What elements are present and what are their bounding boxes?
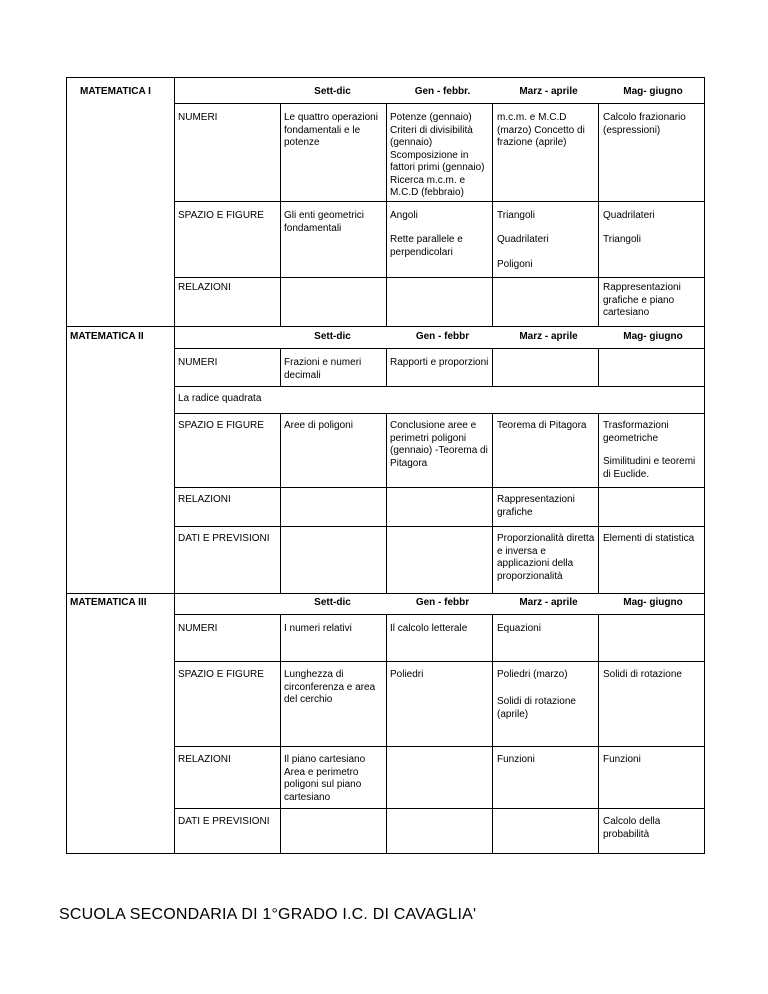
cell-spazio-gen-febbr: Poliedri <box>390 669 424 680</box>
cell-numeri-marz-aprile: m.c.m. e M.C.D (marzo) Concetto di frazione (aprile) <box>497 112 585 148</box>
col-divider-2 <box>386 413 387 593</box>
row-label-spazio-figure: SPAZIO E FIGURE <box>178 669 264 680</box>
cell-spazio-marz-aprile-1: Triangoli <box>497 210 535 221</box>
cell-spazio-mag-giugno-1: Quadrilateri <box>603 210 655 221</box>
cell-spazio-mag-giugno-1: Trasformazioni geometriche <box>603 420 669 444</box>
header-marz-aprile: Marz - aprile <box>519 597 578 608</box>
cell-spazio-mag-giugno: Solidi di rotazione <box>603 669 682 680</box>
cell-relazioni-mag-giugno: Rappresentazioni grafiche e piano cartesiano <box>603 282 681 318</box>
cell-numeri-sett-dic: Frazioni e numeri decimali <box>284 357 362 381</box>
cell-spazio-gen-febbr-1: Angoli <box>390 210 418 221</box>
col-divider-4 <box>598 103 599 326</box>
row-label-numeri: NUMERI <box>178 357 218 368</box>
col-divider-label <box>174 326 175 593</box>
row-divider <box>174 808 704 809</box>
col-divider-3 <box>492 348 493 386</box>
cell-relazioni-mag-giugno: Funzioni <box>603 754 641 765</box>
header-mag-giugno: Mag- giugno <box>623 86 683 97</box>
row-divider <box>174 526 704 527</box>
header-gen-febbr: Gen - febbr <box>415 331 470 342</box>
table-border-top <box>66 77 704 78</box>
row-divider <box>174 386 704 387</box>
col-divider-1 <box>280 413 281 593</box>
cell-spazio-gen-febbr: Conclusione aree e perimetri poligoni (gennaio) -Teorema di Pitagora <box>390 420 488 469</box>
cell-numeri-gen-febbr: Potenze (gennaio) Criteri di divisibilità (gennaio) Scomposizione in fattori primi (gennaio) Ricerca m.c.m. e M.C.D (febbraio) <box>390 112 485 198</box>
header-marz-aprile: Marz - aprile <box>519 331 578 342</box>
cell-dati-mag-giugno: Elementi di statistica <box>603 533 695 544</box>
col-divider-2 <box>386 348 387 386</box>
row-label-dati-previsioni: DATI E PREVISIONI <box>178 816 270 827</box>
cell-spazio-marz-aprile-2: Quadrilateri <box>497 234 549 245</box>
cell-spazio-sett-dic: Lunghezza di circonferenza e area del cerchio <box>284 669 376 705</box>
cell-spazio-marz-aprile-3: Poligoni <box>497 259 533 270</box>
row-divider <box>174 413 704 414</box>
row-divider <box>174 348 704 349</box>
table-border-left <box>66 77 67 853</box>
section-title-matematica-2: MATEMATICA II <box>70 331 144 342</box>
cell-relazioni-marz-aprile: Funzioni <box>497 754 535 765</box>
cell-numeri-extra: La radice quadrata <box>178 393 262 404</box>
cell-relazioni-sett-dic: Il piano cartesiano Area e perimetro poligoni sul piano cartesiano <box>284 754 366 803</box>
row-divider <box>174 614 704 615</box>
cell-numeri-gen-febbr: Il calcolo letterale <box>390 623 468 634</box>
row-label-relazioni: RELAZIONI <box>178 494 231 505</box>
col-divider-2 <box>386 103 387 326</box>
cell-spazio-gen-febbr-2: Rette parallele e perpendicolari <box>390 234 463 258</box>
col-divider-3 <box>492 413 493 593</box>
section-title-matematica-3: MATEMATICA III <box>70 597 147 608</box>
footer-school-name: SCUOLA SECONDARIA DI 1°GRADO I.C. DI CAVAGLIA' <box>59 906 477 923</box>
cell-spazio-mag-giugno-2: Similitudini e teoremi di Euclide. <box>603 456 696 480</box>
cell-numeri-gen-febbr: Rapporti e proporzioni <box>390 357 489 368</box>
cell-dati-mag-giugno: Calcolo della probabilità <box>603 816 661 840</box>
row-divider <box>174 103 704 104</box>
row-divider <box>174 661 704 662</box>
row-label-relazioni: RELAZIONI <box>178 282 231 293</box>
cell-spazio-marz-aprile-1: Poliedri (marzo) <box>497 669 568 680</box>
row-label-spazio-figure: SPAZIO E FIGURE <box>178 210 264 221</box>
cell-spazio-sett-dic: Gli enti geometrici fondamentali <box>284 210 365 234</box>
col-divider-3 <box>492 103 493 326</box>
header-gen-febbr: Gen - febbr. <box>414 86 471 97</box>
header-marz-aprile: Marz - aprile <box>519 86 578 97</box>
header-mag-giugno: Mag- giugno <box>623 597 683 608</box>
col-divider-1 <box>280 103 281 326</box>
col-divider-2 <box>386 614 387 853</box>
cell-spazio-marz-aprile: Teorema di Pitagora <box>497 420 587 431</box>
cell-spazio-mag-giugno-2: Triangoli <box>603 234 641 245</box>
cell-numeri-sett-dic: Le quattro operazioni fondamentali e le potenze <box>284 112 378 148</box>
row-divider <box>174 746 704 747</box>
row-divider <box>174 277 704 278</box>
col-divider-4 <box>598 614 599 853</box>
cell-numeri-sett-dic: I numeri relativi <box>284 623 352 634</box>
header-sett-dic: Sett-dic <box>314 331 351 342</box>
row-label-numeri: NUMERI <box>178 623 218 634</box>
col-divider-label <box>174 593 175 853</box>
row-label-spazio-figure: SPAZIO E FIGURE <box>178 420 264 431</box>
col-divider-1 <box>280 348 281 386</box>
cell-spazio-marz-aprile-2: Solidi di rotazione (aprile) <box>497 696 576 720</box>
cell-spazio-sett-dic: Aree di poligoni <box>284 420 353 431</box>
cell-numeri-mag-giugno: Calcolo frazionario (espressioni) <box>603 112 686 136</box>
header-mag-giugno: Mag- giugno <box>623 331 683 342</box>
col-divider-4 <box>598 348 599 386</box>
section-divider <box>66 326 704 327</box>
cell-numeri-marz-aprile: Equazioni <box>497 623 541 634</box>
row-label-relazioni: RELAZIONI <box>178 754 231 765</box>
table-border-bottom <box>66 853 704 854</box>
row-divider <box>174 487 704 488</box>
section-title-matematica-1: MATEMATICA I <box>80 86 151 97</box>
cell-dati-marz-aprile: Proporzionalità diretta e inversa e applicazioni della proporzionalità <box>497 533 595 582</box>
header-sett-dic: Sett-dic <box>314 86 351 97</box>
row-divider <box>174 201 704 202</box>
header-gen-febbr: Gen - febbr <box>415 597 470 608</box>
cell-relazioni-marz-aprile: Rappresentazioni grafiche <box>497 494 575 518</box>
row-label-dati-previsioni: DATI E PREVISIONI <box>178 533 270 544</box>
table-border-right <box>704 77 705 854</box>
col-divider-1 <box>280 614 281 853</box>
col-divider-4 <box>598 413 599 593</box>
row-label-numeri: NUMERI <box>178 112 218 123</box>
header-sett-dic: Sett-dic <box>314 597 351 608</box>
col-divider-3 <box>492 614 493 853</box>
section-divider <box>66 593 704 594</box>
